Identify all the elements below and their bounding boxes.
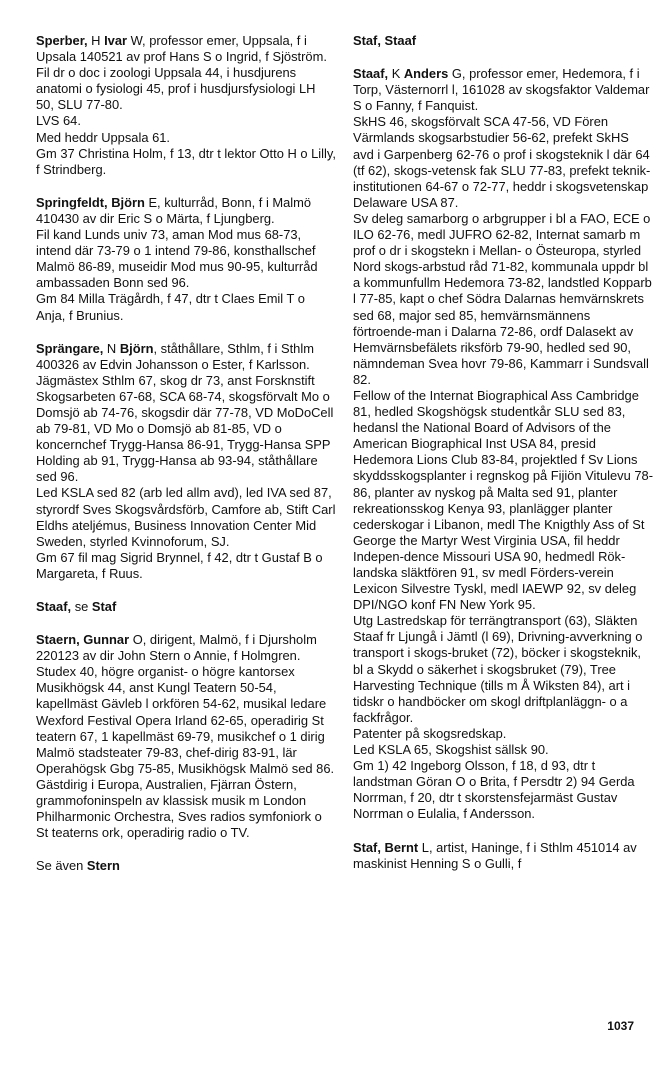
entry [353,66,653,822]
entry-text: W, professor emer, Uppsala, f i Upsala 140521 av prof Hans S o Ingrid, f Sjöström. [36,33,327,65]
entry-surname: Sperber, [36,33,88,48]
entry-text: L, artist, Haninge, f i Sthlm 451014 av maskinist Henning S o Gulli, f [353,839,637,871]
entry [36,195,336,324]
entry-heading [353,33,653,49]
entry-paragraph: Fil kand Lunds univ 73, aman Mod mus 68-73, intend där 73-79 o 1 intend 79-86, konsthallschef Malmö 86-89, museidir Mod mus 90-95, kulturråd ambassaden Bonn sed 96. [36,227,318,291]
entry-paragraph: Led KSLA sed 82 (arb led allm avd), led IVA sed 87, styrordf Sves Skogsvårdsförb, Camfore ab, Stift Carl Eldhs ateljémus, Business Innovation Center Mid Sweden, styrled Kvinnoforum, SJ. [36,485,336,549]
left-column [36,33,336,891]
entry-surname: Staern, Gunnar [36,632,130,648]
entry-surname: Staaf, [36,599,72,614]
entry-text: , ståthållare, Sthlm, f i Sthlm 400326 av Edvin Johansson o Ester, f Karlsson. [36,340,314,372]
entry-surname: Staf, Bernt [353,839,419,855]
entry-prefix: N [103,340,120,356]
entry-surname: Sprängare, [36,340,104,356]
entry [36,33,336,178]
entry-prefix: H [87,33,105,48]
entry [36,341,336,582]
entry [353,33,653,49]
entry-paragraph: Gm 67 fil mag Sigrid Brynnel, f 42, dtr t Gustaf B o Margareta, f Ruus. [36,549,323,581]
entry-paragraph: Fellow of the Internat Biographical Ass Cambridge 81, hedled Skogshögsk studentkår SLU sed 83, hedansl the National Board of Advisors of the American Biographical Inst USA 84, presid Hedemora Lions Club 83-84, projektled f Sv Lions skyddsskogsplanter i regnskog på Fijiön Vitulevu 78-86, planter av nyskog på Malta sed 91, planter rekreationsskog Kenya 93, planlägger planter cederskogar i Libanon, medl The Knigthly Ass of St George the Martyr West Virginia USA, fil heddr Indepen-dence Missouri USA 90, hedmedl Rök-landska släktfören 91, sv medl Förders-verein Lexicon Silvestre Tyskl, medl IAEWP 92, sv deleg DPI/NGO konf FN New York 95. [353,387,653,613]
entry-given-name: Björn [119,340,154,356]
entry-paragraph: Gm 37 Christina Holm, f 13, dtr t lektor Otto H o Lilly, f Strindberg. [36,145,336,177]
entry-heading [36,599,336,615]
entry-paragraph: Sv deleg samarborg o arbgrupper i bl a FAO, ECE o ILO 62-76, medl JUFRO 62-82, Internat samarb m prof o dr i skogstekn i Mellan- o Östeuropa, styrled Nord skogs-arbstud råd 71-82, kommunala uppdr bl a kommunfullm Hedemora 73-82, landstled Kopparb l 77-85, kapt o chef Södra Dalarnas hemvärnskrets sed 68, major sed 85, hemvärnsmännens förtroende-man i Dalarna 72-86, ordf Dalasekt av Hemvärnsbefälets riksförb 79-90, hedled sed 90, nämndeman Svea hovr 79-86, Kammarr i Sundsvall 82. [353,210,652,387]
entry [36,632,336,841]
entry-text: O, dirigent, Malmö, f i Djursholm 220123 av dir John Stern o Annie, f Holmgren. [36,632,317,664]
entry-paragraph: SkHS 46, skogsförvalt SCA 47-56, VD Fören Värmlands skogsarbstudier 56-62, prefekt SkHS avd i Garpenberg 62-76 o prof i skogsteknik l där 64 (tf 62), skogs-vetensk fak SLU 77-83, prefekt teknik-institutionen 64-67 o 72-77, heddr i skogsvetenskap Delaware USA 87. [353,114,651,210]
page-number: 1037 [607,1019,634,1033]
entry-prefix: Se även [36,858,87,874]
entry-given-name: Stern [86,858,120,874]
entry-paragraph: Gm 1) 42 Ingeborg Olsson, f 18, d 93, dtr t landstman Göran O o Brita, f Persdtr 2) 94 Gerda Norrman, f 20, dtr t skorstensfejarmäst Gustav Norrman o Eulalia, f Andersson. [353,758,635,822]
entry-paragraph: LVS 64. [36,113,81,129]
entry [36,858,336,874]
entry-given-name: Anders [403,66,449,82]
entry [36,599,336,615]
entry-paragraph: Gästdirig i Europa, Australien, Fjärran Östern, grammofoninspeln av klassisk musik m London Philharmonic Orchestra, Sves radios symfoniork o St teaterns ork, operadirig radio o TV. [36,776,322,841]
entry-paragraph: Patenter på skogsredskap. [353,725,507,741]
entry-heading [36,33,336,65]
right-column [353,33,653,889]
entry-paragraph: Jägmästex Sthlm 67, skog dr 73, anst Forsknstift Skogsarbeten 67-68, SCA 68-74, skogsförvalt Mo o Domsjö ab 74-76, skogsdir där 77-78, VD MoDoCell ab 79-81, VD Mo o Domsjö ab 81-85, VD o koncernchef Trygg-Hansa 86-91, Trygg-Hansa SPP Holding ab 91, Trygg-Hansa ab 93-94, ståthållare sed 96. [36,372,334,485]
entry-heading [36,632,336,664]
entry-paragraph: Med heddr Uppsala 61. [36,129,171,145]
entry-text: E, kulturråd, Bonn, f i Malmö 410430 av dir Eric S o Märta, f Ljungberg. [36,194,312,226]
entry-surname: Staf, Staaf [353,33,417,48]
entry-text: G, professor emer, Hedemora, f i Torp, Västernorrl l, 161028 av skogsfaktor Valdemar S o Fanny, f Fanquist. [353,66,650,114]
entry-paragraph: Gm 84 Milla Trägårdh, f 47, dtr t Claes Emil T o Anja, f Brunius. [36,291,305,323]
entry-given-name: Ivar [104,33,128,48]
entry [353,840,653,872]
entry-paragraph: Utg Lastredskap för terrängtransport (63), Släkten Staaf fr Ljungå i Jämtl (l 69), Drivning-avverkning o transport i skogs-bruket (72), böcker i skogsteknik, bl a Skydd o säkerhet i skogsbruket (79), Tree Harvesting Technique (tills m Å Wiksten 84), art i tidskr o handböcker om skogl driftplanläggn- o a fackfrågor. [353,613,643,725]
entry-given-name: Staf [91,599,117,614]
entry-paragraph: Studex 40, högre organist- o högre kantorsex Musikhögsk 44, anst Kungl Teatern 50-54, kapellmäst Gävleb l orkfören 54-62, musikal ledare Wexford Festival Opera Irland 62-65, operadirig St teatern 67, 1 kapellmäst 69-79, musikchef o 1 dirig Malmö stadsteater 79-83, chef-dirig 83-91, lär Operahögsk Gbg 75-85, Musikhögsk Malmö sed 86. [36,664,335,776]
entry-paragraph: Led KSLA 65, Skogshist sällsk 90. [353,742,549,758]
entry-prefix: K [388,66,404,82]
entry-surname: Staaf, [353,66,389,82]
entry-heading [353,66,653,114]
entry-heading [36,858,336,874]
entry-heading [36,341,336,373]
entry-surname: Springfeldt, Björn [36,194,145,210]
entry-prefix: se [71,599,92,614]
entry-heading [353,840,653,872]
entry-paragraph: Fil dr o doc i zoologi Uppsala 44, i husdjurens anatomi o fysiologi 45, prof i husdjursfysiologi LH 50, SLU 77-80. [36,65,316,113]
entry-heading [36,195,336,227]
